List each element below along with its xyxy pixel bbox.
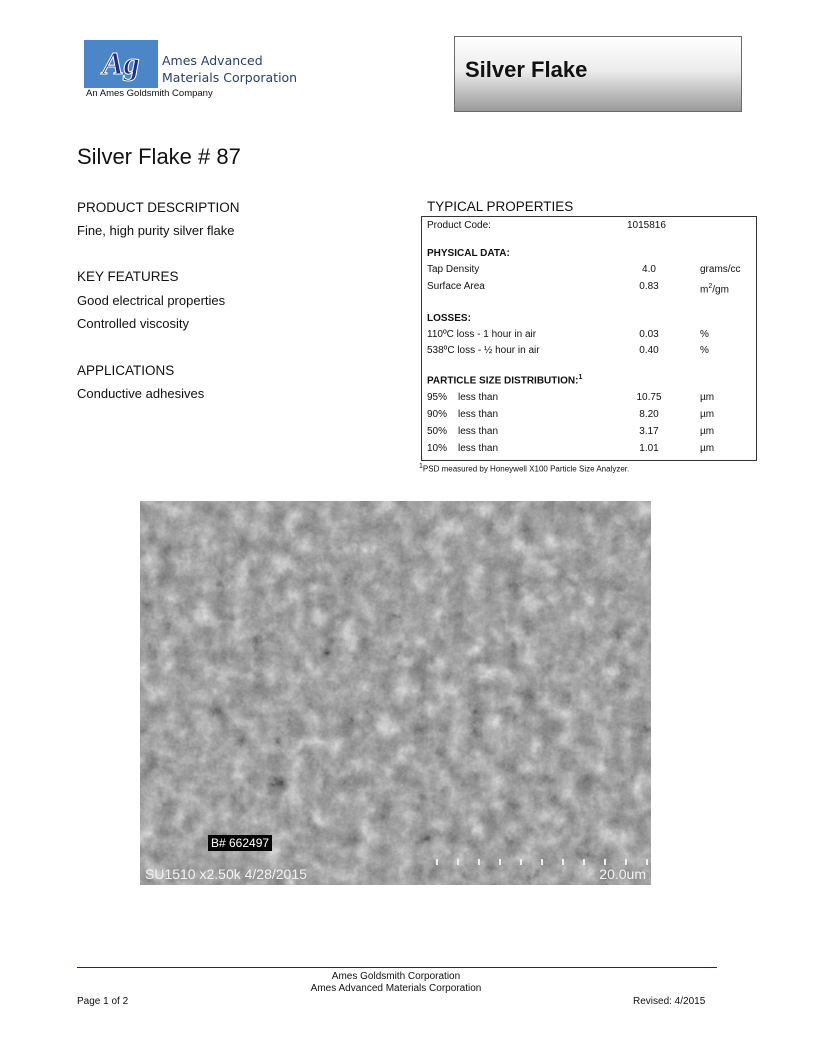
physical-heading: PHYSICAL DATA: xyxy=(427,248,510,259)
sem-info-label: SU1510 x2.50k 4/28/2015 xyxy=(145,866,307,882)
logo-name-line2: Materials Corporation xyxy=(162,70,298,85)
loss-value: 0.40 xyxy=(639,345,659,356)
physical-label: Tap Density xyxy=(427,264,480,275)
psd-percent: 50% xyxy=(427,426,448,437)
footer-divider xyxy=(77,967,717,968)
psd-percent: 10% xyxy=(427,443,448,454)
psd-value: 3.17 xyxy=(639,426,659,437)
psd-unit: µm xyxy=(700,392,715,403)
properties-table xyxy=(421,216,757,461)
physical-value: 0.83 xyxy=(639,281,659,292)
product-code-value: 1015816 xyxy=(627,220,666,231)
psd-footnote: $^1$PSD measured by Honeywell X100 Particle Size Analyzer. xyxy=(419,463,630,474)
physical-unit: $m^2/gm$ xyxy=(700,283,729,296)
feature-item: Controlled viscosity xyxy=(77,316,189,331)
psd-heading: PARTICLE SIZE DISTRIBUTION:$^1$ xyxy=(427,374,583,387)
revision-date: Revised: 4/2015 xyxy=(633,996,706,1007)
header-banner xyxy=(454,36,742,112)
loss-label: 538ºC loss - ½ hour in air xyxy=(427,345,540,356)
properties-title: TYPICAL PROPERTIES xyxy=(427,199,574,214)
loss-unit: % xyxy=(700,329,709,340)
psd-percent: 95% xyxy=(427,392,448,403)
psd-percent: 90% xyxy=(427,409,448,420)
psd-label: less than xyxy=(458,392,499,403)
psd-unit: µm xyxy=(700,426,715,437)
sem-batch-label: B# 662497 xyxy=(208,835,272,851)
feature-item: Good electrical properties xyxy=(77,293,226,308)
sem-scale-bar xyxy=(436,859,648,865)
psd-value: 8.20 xyxy=(639,409,659,420)
logo-company-name xyxy=(162,52,297,86)
sem-scale-label: 20.0um xyxy=(599,866,646,882)
psd-label: less than xyxy=(458,426,499,437)
psd-unit: µm xyxy=(700,443,715,454)
description-heading: PRODUCT DESCRIPTION xyxy=(77,200,240,215)
psd-unit: µm xyxy=(700,409,715,420)
product-title: Silver Flake # 87 xyxy=(77,144,241,169)
logo-name-line1: Ames Advanced xyxy=(162,53,263,68)
loss-label: 110ºC loss - 1 hour in air xyxy=(427,329,537,340)
footer-company: Ames Advanced Materials Corporation xyxy=(310,983,482,994)
psd-label: less than xyxy=(458,409,499,420)
losses-heading: LOSSES: xyxy=(427,313,471,324)
header-title: Silver Flake xyxy=(465,57,588,82)
physical-label: Surface Area xyxy=(427,281,485,292)
page-number: Page 1 of 2 xyxy=(77,996,129,1007)
footer-company: Ames Goldsmith Corporation xyxy=(331,971,461,982)
applications-heading: APPLICATIONS xyxy=(77,363,175,378)
company-logo xyxy=(84,40,158,88)
product-code-label: Product Code: xyxy=(427,220,491,231)
logo-tagline: An Ames Goldsmith Company xyxy=(86,88,213,99)
physical-unit: grams/cc xyxy=(700,264,741,275)
physical-value: 4.0 xyxy=(642,264,656,275)
features-heading: KEY FEATURES xyxy=(77,269,179,284)
sem-micrograph xyxy=(140,501,651,885)
loss-value: 0.03 xyxy=(639,329,659,340)
psd-value: 1.01 xyxy=(639,443,659,454)
psd-value: 10.75 xyxy=(636,392,662,403)
loss-unit: % xyxy=(700,345,709,356)
psd-label: less than xyxy=(458,443,499,454)
logo-mark: Ag xyxy=(102,45,140,81)
description-text: Fine, high purity silver flake xyxy=(77,223,235,238)
application-item: Conductive adhesives xyxy=(77,386,205,401)
